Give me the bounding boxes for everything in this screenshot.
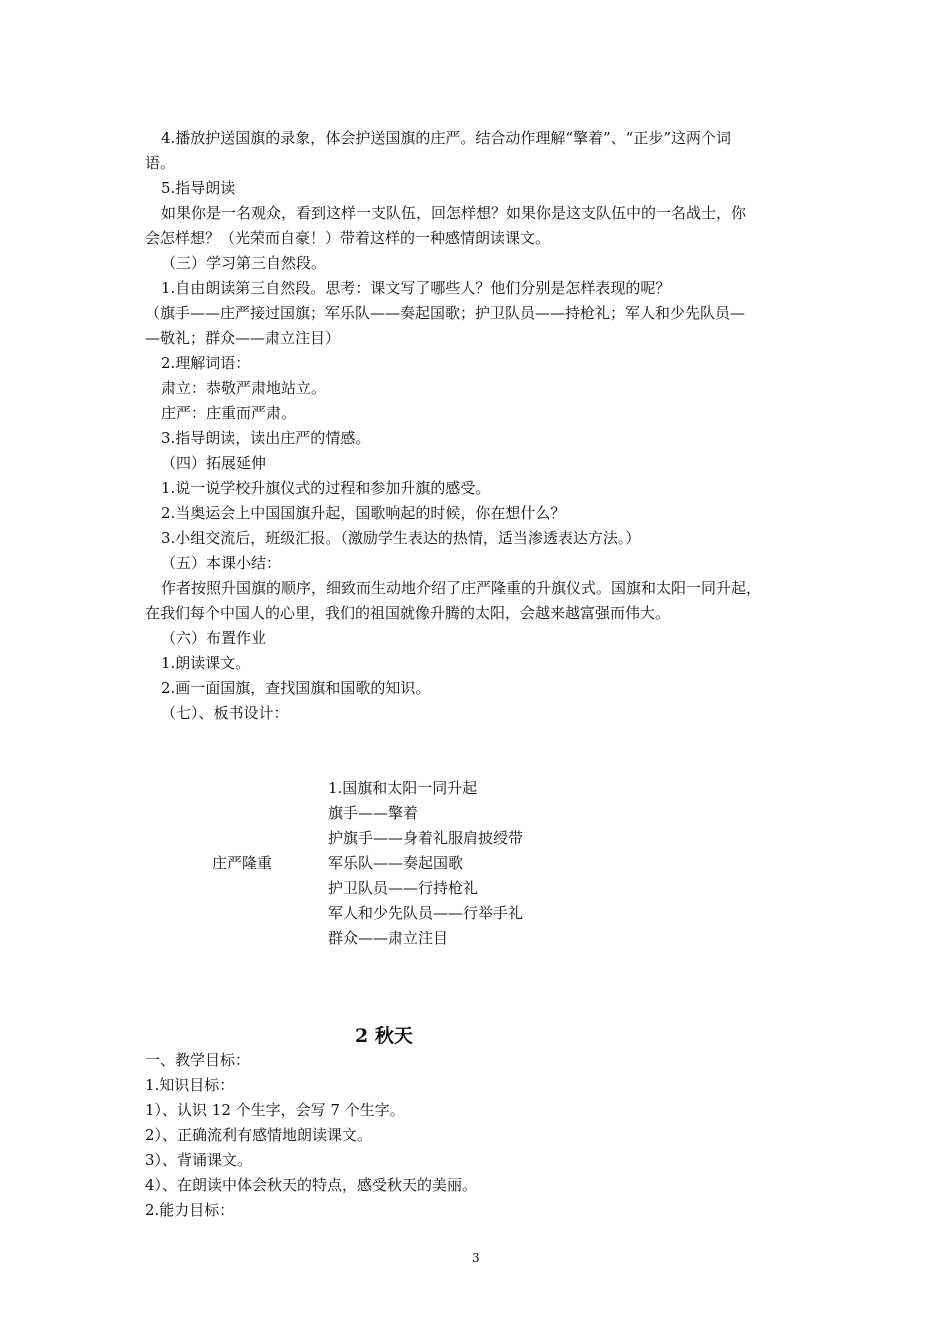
word-definition-suli: 肃立：恭敬严肃地站立。 (161, 379, 327, 397)
homework-item-2: 2.画一面国旗，查找国旗和国歌的知识。 (161, 679, 431, 697)
knowledge-goal-1: 1）、认识 12 个生字，会写 7 个生字。 (145, 1101, 405, 1119)
summary-line-1: 作者按照升国旗的顺序，细致而生动地介绍了庄严隆重的升旗仪式。国旗和太阳一同升起， (161, 579, 762, 597)
section-seven-heading: （七）、板书设计： (161, 704, 289, 722)
teaching-goals-heading: 一、教学目标： (145, 1051, 251, 1069)
knowledge-goal-4: 4）、在朗读中体会秋天的特点，感受秋天的美丽。 (145, 1176, 478, 1194)
section-four-item-1: 1.说一说学校升旗仪式的过程和参加升旗的感受。 (161, 479, 491, 497)
section-three-answer-line-2: —敬礼；群众——肃立注目） (145, 329, 341, 347)
paragraph-5-heading: 5.指导朗读 (161, 179, 236, 197)
section-three-answer-line-1: （旗手——庄严接过国旗；军乐队——奏起国歌；护卫队员——持枪礼；军人和少先队员— (145, 304, 746, 322)
knowledge-goals-heading: 1.知识目标： (145, 1076, 235, 1094)
section-three-item-2: 2.理解词语： (161, 354, 251, 372)
board-line: 护旗手——身着礼服肩披绶带 (328, 829, 524, 847)
paragraph-4-line-1: 4.播放护送国旗的录象，体会护送国旗的庄严。结合动作理解“擎着”、“正步”这两个词 (161, 129, 731, 147)
board-line: 1.国旗和太阳一同升起 (328, 779, 478, 797)
paragraph-4-line-2: 语。 (145, 154, 176, 172)
section-four-heading: （四）拓展延伸 (161, 454, 267, 472)
page-number: 3 (472, 1251, 480, 1265)
section-six-heading: （六）布置作业 (161, 629, 267, 647)
knowledge-goal-2: 2）、正确流利有感情地朗读课文。 (145, 1126, 373, 1144)
board-line: 护卫队员——行持枪礼 (328, 879, 479, 897)
section-four-item-3: 3.小组交流后，班级汇报。（激励学生表达的热情，适当渗透表达方法。） (161, 529, 641, 547)
board-line: 军人和少先队员——行举手礼 (328, 904, 524, 922)
ability-goals-heading: 2.能力目标： (145, 1201, 235, 1219)
board-line: 旗手——擎着 (328, 804, 419, 822)
summary-line-2: 在我们每个中国人的心里，我们的祖国就像升腾的太阳，会越来越富强而伟大。 (145, 604, 671, 622)
lesson-title: 2 秋天 (355, 1025, 413, 1047)
section-five-heading: （五）本课小结： (161, 554, 282, 572)
board-left-label: 庄严隆重 (212, 854, 273, 872)
paragraph-5-line-2: 会怎样想？（光荣而自豪！）带着这样的一种感情朗读课文。 (145, 229, 551, 247)
board-line: 群众——肃立注目 (328, 929, 449, 947)
section-three-item-1: 1.自由朗读第三自然段。思考：课文写了哪些人？他们分别是怎样表现的呢？ (161, 279, 671, 297)
homework-item-1: 1.朗读课文。 (161, 654, 251, 672)
word-definition-zhuangyan: 庄严：庄重而严肃。 (161, 404, 297, 422)
section-four-item-2: 2.当奥运会上中国国旗升起，国歌响起的时候，你在想什么？ (161, 504, 566, 522)
board-line: 军乐队——奏起国歌 (328, 854, 464, 872)
section-three-heading: （三）学习第三自然段。 (161, 254, 327, 272)
paragraph-5-line-1: 如果你是一名观众，看到这样一支队伍，回怎样想？如果你是这支队伍中的一名战士，你 (161, 204, 747, 222)
section-three-item-3: 3.指导朗读，读出庄严的情感。 (161, 429, 371, 447)
knowledge-goal-3: 3）、背诵课文。 (145, 1151, 253, 1169)
